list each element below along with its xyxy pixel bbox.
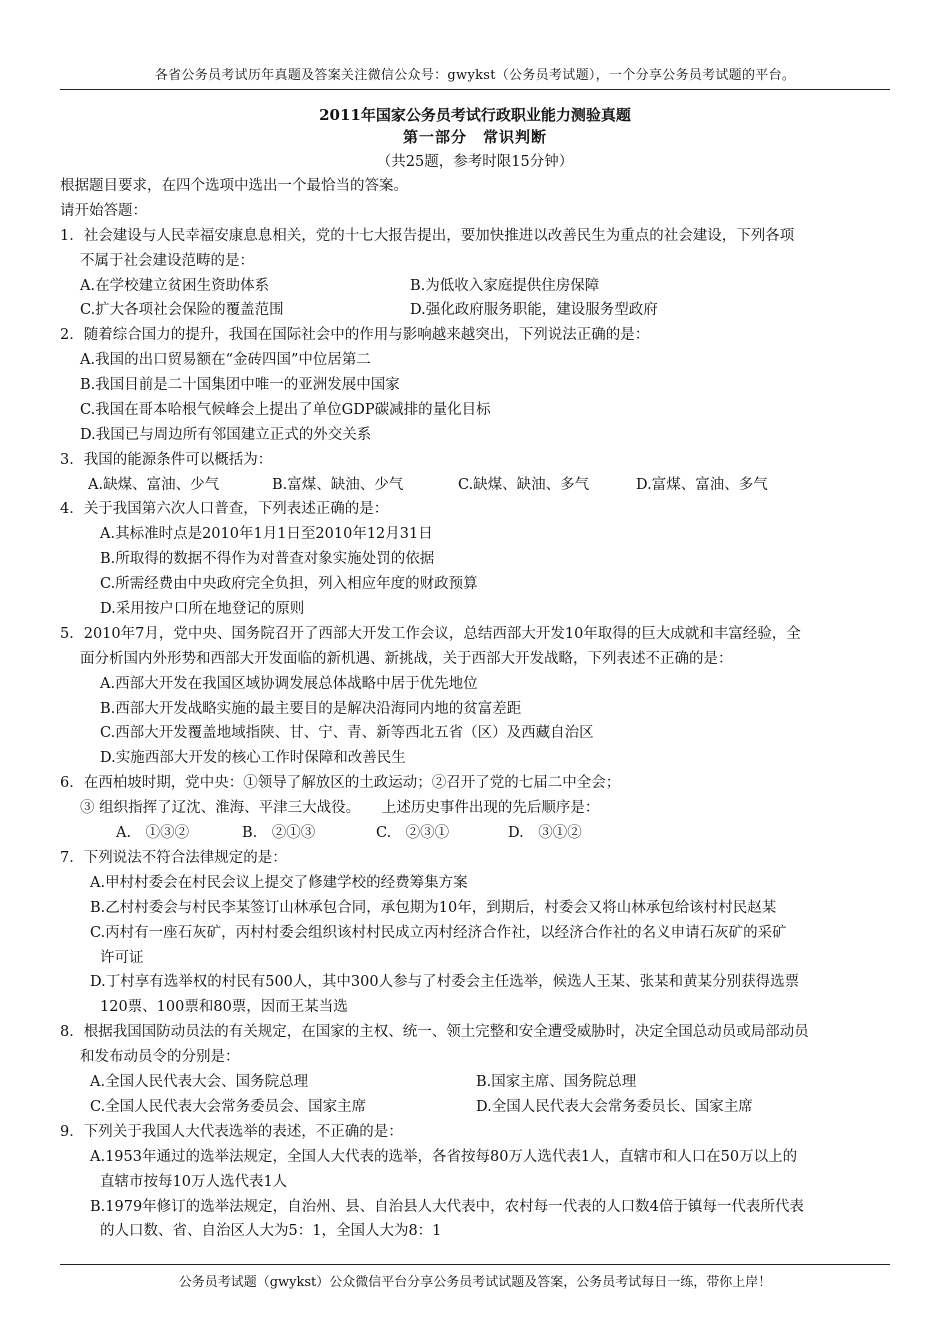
question-8-stem-cont: 和发布动员令的分别是： — [80, 1049, 240, 1065]
question-7-option-d-cont: 120票、100票和80票，因而王某当选 — [100, 999, 348, 1015]
question-3-option-a: A.缺煤、富油、少气 — [88, 477, 220, 493]
question-6-stem: 6．在西柏坡时期，党中央：①领导了解放区的土政运动；②召开了党的七届二中全会； — [60, 775, 621, 791]
question-6-option-d: D. ③①② — [508, 825, 582, 841]
question-5-option-a: A.西部大开发在我国区域协调发展总体战略中居于优先地位 — [100, 676, 478, 692]
question-4-option-a: A.其标准时点是2010年1月1日至2010年12月31日 — [100, 526, 433, 542]
question-7-option-c: C.丙村有一座石灰矿，丙村村委会组织该村村民成立丙村经济合作社，以经济合作社的名义申请石灰矿的采矿 — [90, 925, 787, 941]
question-2-option-c: C.我国在哥本哈根气候峰会上提出了单位GDP碳减排的量化目标 — [80, 402, 491, 418]
question-8-option-b: B.国家主席、国务院总理 — [476, 1074, 637, 1090]
question-5-stem: 5．2010年7月，党中央、国务院召开了西部大开发工作会议，总结西部大开发10年取得的巨大成就和丰富经验，全 — [60, 626, 801, 642]
question-6-stem-cont: ③ 组织指挥了辽沈、淮海、平津三大战役。 上述历史事件出现的先后顺序是： — [80, 800, 600, 816]
question-7-option-d: D.丁村享有选举权的村民有500人，其中300人参与了村委会主任选举，候选人王某、张某和黄某分别获得选票 — [90, 974, 800, 990]
question-6-option-b: B. ②①③ — [242, 825, 316, 841]
question-7-stem: 7．下列说法不符合法律规定的是： — [60, 850, 287, 866]
section-title: 第一部分 常识判断 — [402, 128, 547, 146]
question-2-option-d: D.我国已与周边所有邻国建立正式的外交关系 — [80, 427, 372, 443]
question-2-stem: 2．随着综合国力的提升，我国在国际社会中的作用与影响越来越突出，下列说法正确的是： — [60, 327, 650, 343]
question-4-option-c: C.所需经费由中央政府完全负担，列入相应年度的财政预算 — [100, 576, 478, 592]
question-9-option-b: B.1979年修订的选举法规定，自治州、县、自治县人大代表中，农村每一代表的人口数4倍于镇每一代表所代表 — [90, 1199, 804, 1215]
page-header: 各省公务员考试历年真题及答案关注微信公众号：gwykst（公务员考试题），一个分享公务员考试题的平台。 — [60, 64, 890, 90]
question-3-option-d: D.富煤、富油、多气 — [636, 477, 768, 493]
start-text: 请开始答题： — [60, 203, 147, 219]
question-9-option-a-cont: 直辖市按每10万人选代表1人 — [100, 1174, 288, 1190]
question-3-stem: 3．我国的能源条件可以概括为： — [60, 452, 273, 468]
question-7-option-a: A.甲村村委会在村民会议上提交了修建学校的经费筹集方案 — [90, 875, 468, 891]
question-8-option-a: A.全国人民代表大会、国务院总理 — [90, 1074, 309, 1090]
page-footer: 公务员考试题（gwykst）公众微信平台分享公务员考试试题及答案，公务员考试每日一练，带你上岸！ — [60, 1264, 890, 1290]
question-5-option-b: B.西部大开发战略实施的最主要目的是解决沿海同内地的贫富差距 — [100, 701, 522, 717]
question-7-option-b: B.乙村村委会与村民李某签订山林承包合同，承包期为10年，到期后，村委会又将山林承包给该村村民赵某 — [90, 900, 777, 916]
question-4-option-d: D.采用按户口所在地登记的原则 — [100, 601, 305, 617]
question-5-option-d: D.实施西部大开发的核心工作时保障和改善民生 — [100, 750, 406, 766]
question-7-option-c-cont: 许可证 — [100, 950, 144, 966]
question-1-option-b: B.为低收入家庭提供住房保障 — [410, 278, 600, 294]
question-2-option-a: A.我国的出口贸易额在“金砖四国”中位居第二 — [80, 352, 371, 368]
question-1-stem-cont: 不属于社会建设范畴的是： — [80, 253, 254, 269]
question-1-stem: 1．社会建设与人民幸福安康息息相关，党的十七大报告提出，要加快推进以改善民生为重点的社会建设，下列各项 — [60, 228, 795, 244]
question-1-option-a: A.在学校建立贫困生资助体系 — [80, 278, 270, 294]
question-9-option-b-cont: 的人口数、省、自治区人大为5：1，全国人大为8：1 — [100, 1223, 442, 1239]
question-5-option-c: C.西部大开发覆盖地域指陕、甘、宁、青、新等西北五省（区）及西藏自治区 — [100, 725, 594, 741]
exam-title: 2011年国家公务员考试行政职业能力测验真题 — [319, 106, 631, 124]
question-6-option-c: C. ②③① — [376, 825, 450, 841]
question-8-option-d: D.全国人民代表大会常务委员长、国家主席 — [476, 1099, 753, 1115]
question-3-option-b: B.富煤、缺油、少气 — [272, 477, 404, 493]
question-1-option-d: D.强化政府服务职能，建设服务型政府 — [410, 302, 658, 318]
question-9-option-a: A.1953年通过的选举法规定，全国人大代表的选举，各省按每80万人选代表1人，直辖市和人口在50万以上的 — [90, 1149, 798, 1165]
time-note: （共25题，参考时限15分钟） — [376, 154, 574, 170]
question-6-option-a: A. ①③② — [116, 825, 190, 841]
instruction-text: 根据题目要求，在四个选项中选出一个最恰当的答案。 — [60, 178, 408, 194]
question-8-option-c: C.全国人民代表大会常务委员会、国家主席 — [90, 1099, 367, 1115]
question-5-stem-cont: 面分析国内外形势和西部大开发面临的新机遇、新挑战，关于西部大开发战略，下列表述不正确的是： — [80, 651, 733, 667]
question-4-option-b: B.所取得的数据不得作为对普查对象实施处罚的依据 — [100, 551, 435, 567]
question-8-stem: 8．根据我国国防动员法的有关规定，在国家的主权、统一、领土完整和安全遭受威胁时，决定全国总动员或局部动员 — [60, 1024, 809, 1040]
question-1-option-c: C.扩大各项社会保险的覆盖范围 — [80, 302, 284, 318]
question-4-stem: 4．关于我国第六次人口普查，下列表述正确的是： — [60, 501, 389, 517]
question-3-option-c: C.缺煤、缺油、多气 — [458, 477, 590, 493]
question-2-option-b: B.我国目前是二十国集团中唯一的亚洲发展中国家 — [80, 377, 400, 393]
question-9-stem: 9．下列关于我国人大代表选举的表述，不正确的是： — [60, 1124, 403, 1140]
